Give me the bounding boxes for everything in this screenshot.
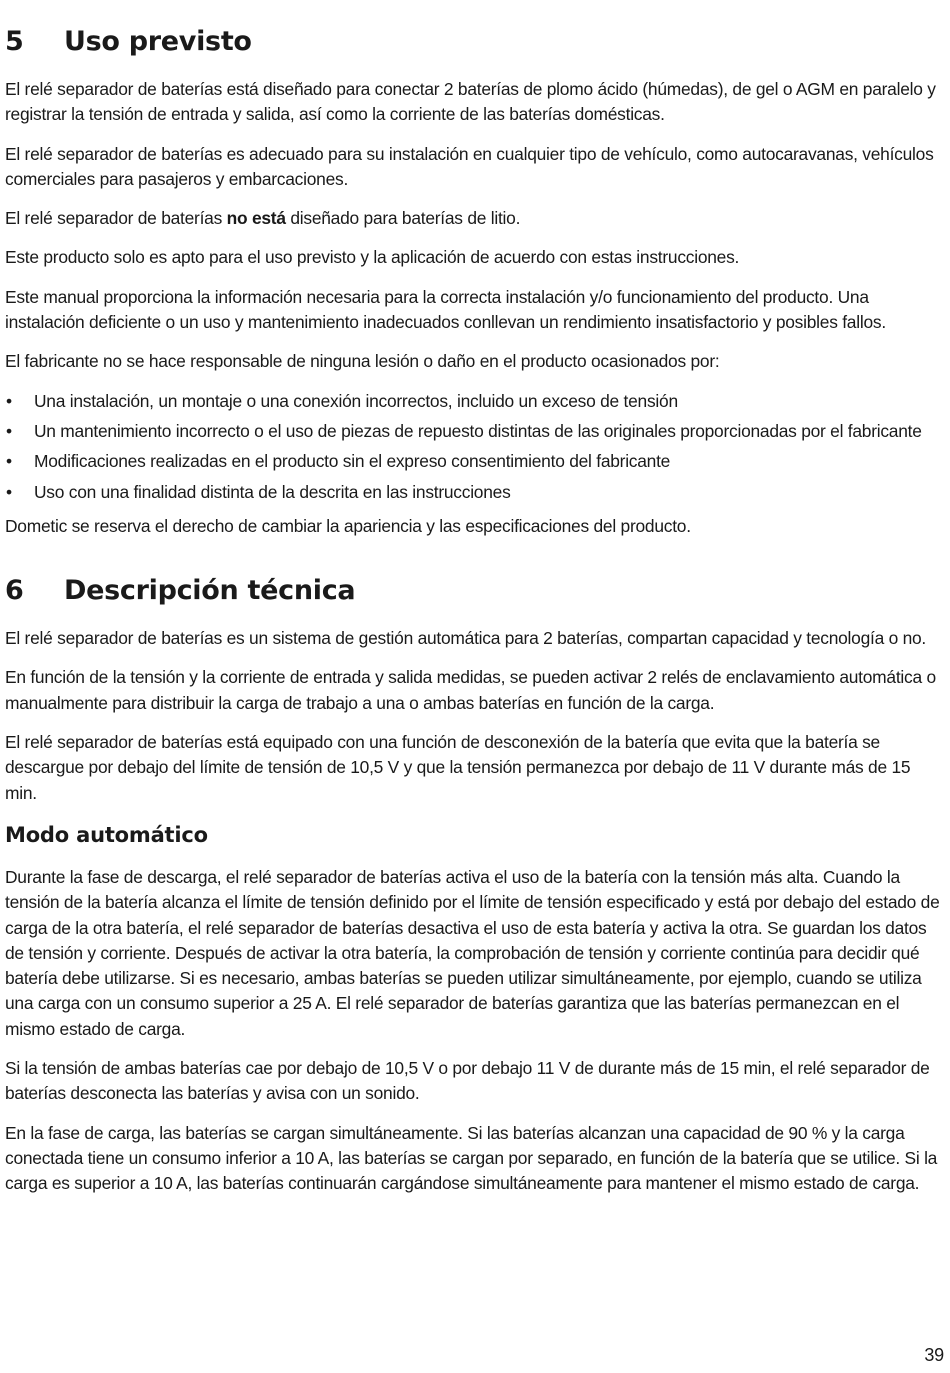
list-item xyxy=(5,419,945,444)
list-item xyxy=(5,480,945,505)
section-5-title: Uso previsto xyxy=(64,26,252,57)
p3-text-after: diseñado para baterías de litio. xyxy=(285,208,521,229)
list-item-text: Un mantenimiento incorrecto o el uso de piezas de repuesto distintas de las originales proporcionadas por el fabricante xyxy=(34,420,922,441)
page-content xyxy=(5,0,945,1197)
section-5-paragraph-4: Este producto solo es apto para el uso previsto y la aplicación de acuerdo con estas instrucciones. xyxy=(5,247,740,268)
list-item-text: Uso con una finalidad distinta de la descrita en las instrucciones xyxy=(34,481,511,502)
p3-bold-text: no está xyxy=(226,208,286,229)
bullet-icon: • xyxy=(6,451,12,472)
section-5-paragraph-7: Dometic se reserva el derecho de cambiar la apariencia y las especificaciones del producto. xyxy=(5,515,691,536)
section-6-paragraph-1: El relé separador de baterías es un sistema de gestión automática para 2 baterías, compartan capacidad y tecnología o no. xyxy=(5,628,927,649)
section-6-title: Descripción técnica xyxy=(64,575,356,607)
section-6-paragraph-2: En función de la tensión y la corriente de entrada y salida medidas, se pueden activar 2 relés de enclavamiento automática o manualmente para distribuir la carga de trabajo a una o ambas baterías en función de la carga. xyxy=(5,667,936,713)
list-item xyxy=(5,449,945,474)
section-6-paragraph-5: Si la tensión de ambas baterías cae por debajo de 10,5 V o por debajo 11 V de durante más de 15 min, el relé separador de baterías desconecta las baterías y avisa con un sonido. xyxy=(5,1058,930,1104)
page-number: 39 xyxy=(924,1345,944,1365)
bullet-icon: • xyxy=(6,390,12,411)
section-6-heading xyxy=(5,575,945,607)
liability-list xyxy=(5,389,945,505)
section-5-heading xyxy=(5,26,945,58)
section-5-paragraph-1: El relé separador de baterías está diseñado para conectar 2 baterías de plomo ácido (húmedas), de gel o AGM en paralelo y registrar la tensión de entrada y salida, así como la corriente de las baterías domésticas. xyxy=(5,79,936,125)
bullet-icon: • xyxy=(6,420,12,441)
p3-text-before: El relé separador de baterías xyxy=(5,208,227,229)
list-item xyxy=(5,389,945,414)
bullet-icon: • xyxy=(6,481,12,502)
section-5-paragraph-2: El relé separador de baterías es adecuado para su instalación en cualquier tipo de vehículo, como autocaravanas, vehículos comerciales para pasajeros y embarcaciones. xyxy=(5,143,934,189)
list-item-text: Una instalación, un montaje o una conexión incorrectos, incluido un exceso de tensión xyxy=(34,390,678,411)
section-5-number: 5 xyxy=(5,26,24,57)
section-6-number: 6 xyxy=(5,575,24,607)
automatic-mode-heading: Modo automático xyxy=(5,822,208,847)
section-5-paragraph-6: El fabricante no se hace responsable de ninguna lesión o daño en el producto ocasionados por: xyxy=(5,351,720,372)
section-6-paragraph-3: El relé separador de baterías está equipado con una función de desconexión de la batería que evita que la batería se descargue por debajo del límite de tensión de 10,5 V y que la tensión permanezca por debajo de 11 V durante más de 15 min. xyxy=(5,732,911,803)
list-item-text: Modificaciones realizadas en el producto sin el expreso consentimiento del fabricante xyxy=(34,451,671,472)
section-6-paragraph-4: Durante la fase de descarga, el relé separador de baterías activa el uso de la batería con la tensión más alta. Cuando la tensión de la batería alcanza el límite de tensión definido por el límite de tensión especificado y está por debajo del estado de carga de la otra batería, el relé separador de baterías desactiva el uso de esta batería y activa la otra. Se guardan los datos de tensión y corriente. Después de activar la otra batería, la comprobación de tensión y corriente continúa para decidir qué batería debe utilizarse. Si es necesario, ambas baterías se pueden utilizar simultáneamente, por ejemplo, cuando se utiliza una carga con un consumo superior a 25 A. El relé separador de baterías garantiza que las baterías permanezcan en el mismo estado de carga. xyxy=(5,866,940,1039)
section-5-paragraph-5: Este manual proporciona la información necesaria para la correcta instalación y/o funcionamiento del producto. Una instalación deficiente o un uso y mantenimiento inadecuados conllevan un rendimiento insatisfactorio y posibles fallos. xyxy=(5,286,886,333)
section-5-paragraph-3 xyxy=(5,206,945,231)
section-6-paragraph-6: En la fase de carga, las baterías se cargan simultáneamente. Si las baterías alcanzan una capacidad de 90 % y la carga conectada tiene un consumo inferior a 10 A, las baterías se cargan por separado, en función de la batería que se utilice. Si la carga es superior a 10 A, las baterías continuarán cargándose simultáneamente para mantener el mismo estado de carga. xyxy=(5,1122,938,1194)
